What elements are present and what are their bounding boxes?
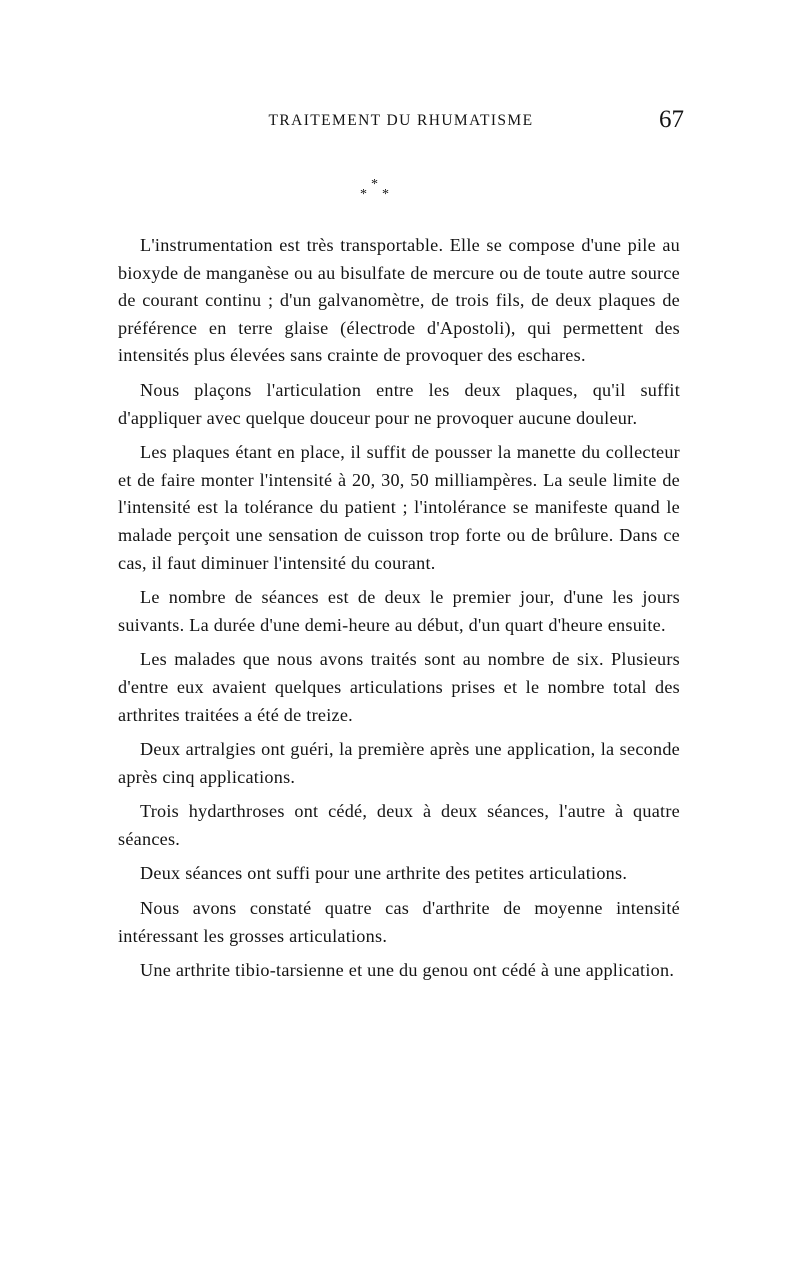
page-number: 67 <box>659 106 684 133</box>
paragraph-instrumentation: L'instrumentation est très transportable. Elle se compose d'une pile au bioxyde de manganèse ou au bisulfate de mercure ou de toute autre source de courant continu ; d'un galvanomètre, de trois fils, de deux plaques de préférence en terre glaise (électrode d'Apostoli), qui permettent des intensités plus élevées sans crainte de provoquer des eschares. <box>118 235 680 366</box>
asterism-separator <box>360 177 440 207</box>
paragraph-intensity: Les plaques étant en place, il suffit de pousser la manette du collecteur et de faire monter l'intensité à 20, 30, 50 milliampères. La seule limite de l'intensité est la tolérance du patient ; l'intolérance se manifeste quand le malade perçoit une sensation de cuisson trop forte ou de brûlure. Dans ce cas, il faut diminuer l'intensité du courant. <box>118 442 680 573</box>
paragraph-tibio-tarsal: Une arthrite tibio-tarsienne et une du genou ont cédé à une application. <box>140 960 675 981</box>
paragraph-placement: Nous plaçons l'articulation entre les deux plaques, qu'il suffit d'appliquer avec quelque douceur pour ne provoquer aucune douleur. <box>118 379 680 428</box>
paragraph-artralgies: Deux artralgies ont guéri, la première après une application, la seconde après cinq applications. <box>118 739 680 787</box>
paragraph-hydarthroses: Trois hydarthroses ont cédé, deux à deux séances, l'autre à quatre séances. <box>118 801 680 849</box>
paragraph-small-joints: Deux séances ont suffi pour une arthrite des petites articulations. <box>140 863 628 884</box>
paragraph-patients: Les malades que nous avons traités sont au nombre de six. Plusieurs d'entre eux avaient quelques articulations prises et le nombre total des arthrites traitées a été de treize. <box>118 649 680 725</box>
paragraph-large-joints: Nous avons constaté quatre cas d'arthrite de moyenne intensité intéressant les grosses articulations. <box>118 898 680 946</box>
asterism-star: * <box>360 187 367 202</box>
running-head <box>118 108 684 138</box>
running-title: TRAITEMENT DU RHUMATISME <box>268 112 534 129</box>
asterism-star: * <box>371 177 378 192</box>
asterism-star: * <box>382 187 389 202</box>
paragraph-sessions: Le nombre de séances est de deux le premier jour, d'une les jours suivants. La durée d'une demi-heure au début, d'un quart d'heure ensuite. <box>118 587 680 635</box>
body-text <box>118 232 680 992</box>
